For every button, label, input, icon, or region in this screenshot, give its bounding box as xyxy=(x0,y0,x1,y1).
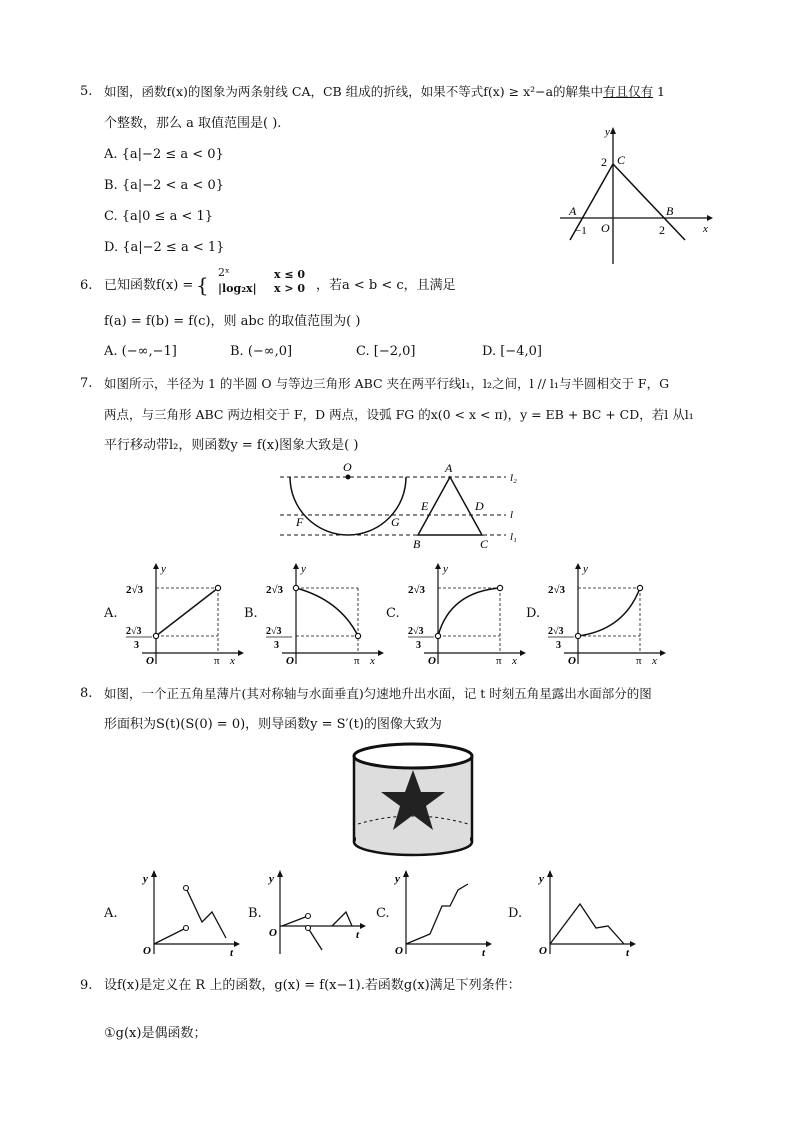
graph-top-label: 2√3 xyxy=(548,584,566,596)
q6-option-b: B. (−∞,0] xyxy=(230,344,293,359)
q5-fig-y: y xyxy=(605,126,610,138)
q8a-seg1 xyxy=(154,928,186,944)
graph-low-den: 3 xyxy=(274,640,279,651)
q7-fig-l: l xyxy=(510,509,514,521)
q7-fig-C: C xyxy=(480,537,489,551)
q7a-open-end xyxy=(215,585,220,590)
graph-y-arrow-icon xyxy=(151,870,157,877)
graph-y-label: y xyxy=(143,873,148,885)
q8-number: 8. xyxy=(80,686,93,701)
graph-origin: O xyxy=(428,655,436,667)
q6-case1-expr: 2ˣ xyxy=(218,266,230,279)
q8-line1: 如图，一个正五角星薄片(其对称轴与水面垂直)匀速地升出水面，记 t 时刻五角星露出水面部分的图 xyxy=(104,686,652,701)
q8-option-d: D. xyxy=(508,906,523,921)
q6-case2-expr: |log₂x| xyxy=(218,282,257,295)
q7-graph-d xyxy=(544,560,668,670)
q7-fig-D: D xyxy=(475,499,484,513)
q5-line1-c: 1 xyxy=(653,84,666,99)
q6-option-d: D. [−4,0] xyxy=(482,344,542,359)
q7-center-O-dot xyxy=(346,475,351,480)
q7-graph-b xyxy=(262,560,386,670)
q7-graph-c xyxy=(404,560,528,670)
graph-y-arrow-icon xyxy=(403,870,409,877)
q7-line1: 如图所示，半径为 1 的半圆 O 与等边三角形 ABC 夹在两平行线l₁，l₂之间，l // l₁与半圆相交于 F，G xyxy=(104,376,670,391)
graph-y-arrow-icon xyxy=(153,563,159,569)
q8-graph-a xyxy=(140,866,244,956)
q9-number: 9. xyxy=(80,978,93,993)
q6-text2: ，若a < b < c，且满足 xyxy=(316,278,456,293)
q8-graph-b xyxy=(266,866,370,956)
q5-option-a: A. {a|−2 ≤ a < 0} xyxy=(104,147,224,162)
q8-option-c: C. xyxy=(376,906,390,921)
graph-low-den: 3 xyxy=(134,640,139,651)
q7-fig-l1: l₁ xyxy=(510,531,517,543)
q9-line2: ①g(x)是偶函数； xyxy=(104,1026,207,1041)
q5-number: 5. xyxy=(80,84,93,99)
q8d-curve xyxy=(550,904,624,944)
q7-fig-G: G xyxy=(391,515,400,529)
graph-origin: O xyxy=(286,655,294,667)
q8-figure-cylinder xyxy=(350,742,476,858)
graph-y-label: y xyxy=(269,873,274,885)
q5-line1 xyxy=(104,82,665,102)
q7b-curve xyxy=(296,588,358,636)
graph-top-label: 2√3 xyxy=(266,584,284,596)
graph-y-arrow-icon xyxy=(547,870,553,877)
q7-fig-E: E xyxy=(421,499,429,513)
graph-x-label: x xyxy=(230,655,235,667)
graph-low-den: 3 xyxy=(556,640,561,651)
q8-line2: 形面积为S(t)(S(0) = 0)，则导函数y = S′(t)的图像大致为 xyxy=(104,717,442,732)
graph-y-label: y xyxy=(539,873,544,885)
graph-origin: O xyxy=(143,945,151,956)
graph-y-label: y xyxy=(301,563,306,575)
graph-origin: O xyxy=(395,945,403,956)
q8a-open-2 xyxy=(184,886,189,891)
graph-low-den: 3 xyxy=(416,640,421,651)
graph-y-label: y xyxy=(395,873,400,885)
q5-fig-neg1: −1 xyxy=(575,225,587,237)
q5-x-arrow-icon xyxy=(707,215,713,221)
q7-option-a: A. xyxy=(104,606,118,621)
q5-option-c: C. {a|0 ≤ a < 1} xyxy=(104,209,214,224)
q7b-open-end xyxy=(355,633,360,638)
q7d-open-start xyxy=(575,633,580,638)
graph-x-arrow-icon xyxy=(378,650,384,656)
q5-line2: 个整数，那么 a 取值范围是( ). xyxy=(104,116,282,131)
q7-fig-O: O xyxy=(343,460,352,474)
q6-number: 6. xyxy=(80,278,93,293)
q5-fig-O: O xyxy=(601,221,610,235)
graph-x-label: x xyxy=(652,655,657,667)
q7c-open-start xyxy=(435,633,440,638)
q5-fig-A: A xyxy=(569,204,577,218)
graph-t-arrow-icon xyxy=(234,941,240,947)
graph-pi-label: π xyxy=(354,655,360,667)
q7d-open-end xyxy=(637,585,642,590)
q8-graph-d xyxy=(536,866,640,956)
q8c-curve xyxy=(406,884,468,944)
graph-pi-label: π xyxy=(496,655,502,667)
graph-t-label: t xyxy=(356,929,360,941)
q5-fig-2y: 2 xyxy=(601,155,607,169)
graph-y-arrow-icon xyxy=(575,563,581,569)
q7-figure xyxy=(276,460,526,552)
q8-cylinder-top xyxy=(354,744,472,768)
graph-top-label: 2√3 xyxy=(126,584,144,596)
graph-y-arrow-icon xyxy=(293,563,299,569)
q8b-open-2 xyxy=(306,926,311,931)
q7-option-b: B. xyxy=(244,606,258,621)
graph-t-label: t xyxy=(482,947,486,956)
graph-t-arrow-icon xyxy=(486,941,492,947)
q8-option-b: B. xyxy=(248,906,262,921)
q5-option-d: D. {a|−2 ≤ a < 1} xyxy=(104,240,225,255)
graph-origin: O xyxy=(568,655,576,667)
graph-y-label: y xyxy=(583,563,588,575)
q5-fig-B: B xyxy=(666,204,674,218)
q6-text1: 已知函数f(x) = xyxy=(104,278,194,293)
q5-fig-x: x xyxy=(703,223,708,235)
q7-option-c: C. xyxy=(386,606,400,621)
graph-pi-label: π xyxy=(214,655,220,667)
q8a-seg2 xyxy=(186,888,226,938)
graph-top-label: 2√3 xyxy=(408,584,426,596)
q7a-curve xyxy=(156,588,218,636)
graph-origin: O xyxy=(539,945,547,956)
q8-option-a: A. xyxy=(104,906,118,921)
q6-brace: { xyxy=(196,273,209,297)
graph-x-arrow-icon xyxy=(520,650,526,656)
q7-number: 7. xyxy=(80,376,93,391)
q7-graph-a xyxy=(122,560,246,670)
q5-y-arrow-icon xyxy=(610,127,616,134)
graph-low-num: 2√3 xyxy=(408,626,424,637)
graph-t-arrow-icon xyxy=(630,941,636,947)
q7-line3: 平行移动带l₂，则函数y = f(x)图象大致是( ) xyxy=(104,438,359,453)
q9-line1: 设f(x)是定义在 R 上的函数，g(x) = f(x−1).若函数g(x)满足下列条件： xyxy=(104,978,521,993)
graph-x-label: x xyxy=(370,655,375,667)
q6-option-c: C. [−2,0] xyxy=(356,344,416,359)
graph-low-num: 2√3 xyxy=(266,626,282,637)
q7-line2: 两点，与三角形 ABC 两边相交于 F，D 两点，设弧 FG 的x(0 < x < π)，y = EB + BC + CD，若l 从l₁ xyxy=(104,407,694,422)
q7a-open-start xyxy=(153,633,158,638)
graph-x-arrow-icon xyxy=(660,650,666,656)
graph-origin: O xyxy=(269,927,277,939)
q5-fig-2x: 2 xyxy=(659,223,665,237)
graph-x-label: x xyxy=(512,655,517,667)
q5-option-b: B. {a|−2 < a < 0} xyxy=(104,178,224,193)
graph-low-num: 2√3 xyxy=(548,626,564,637)
q7b-open-start xyxy=(293,585,298,590)
q7c-curve xyxy=(438,588,500,636)
q5-line1-a: 如图，函数f(x)的图象为两条射线 CA，CB 组成的折线，如果不等式f(x) ≥ x²−a的解集中 xyxy=(104,84,604,99)
q7c-open-end xyxy=(497,585,502,590)
q6-line2: f(a) = f(b) = f(c)，则 abc 的取值范围为( ) xyxy=(104,314,361,329)
q6-option-a: A. (−∞,−1] xyxy=(104,344,177,359)
q5-line1-underlined: 有且仅有 xyxy=(603,84,654,99)
q7d-curve xyxy=(578,588,640,636)
q8-graph-c xyxy=(392,866,496,956)
q7-semicircle xyxy=(290,477,406,535)
graph-y-arrow-icon xyxy=(435,563,441,569)
q8a-open-1 xyxy=(184,926,189,931)
q7-fig-F: F xyxy=(296,515,304,529)
graph-x-arrow-icon xyxy=(238,650,244,656)
q7-option-d: D. xyxy=(526,606,541,621)
q8b-open-1 xyxy=(306,914,311,919)
graph-low-num: 2√3 xyxy=(126,626,142,637)
graph-origin: O xyxy=(146,655,154,667)
q8b-seg2 xyxy=(308,928,322,950)
graph-y-label: y xyxy=(161,563,166,575)
q7-fig-l2: l₂ xyxy=(510,472,517,484)
q8b-seg1 xyxy=(282,916,308,926)
q5-ray-CB xyxy=(613,164,685,240)
q5-fig-C: C xyxy=(617,153,626,167)
q6-case1-cond: x ≤ 0 xyxy=(274,268,306,281)
q5-figure xyxy=(555,122,715,267)
q7-fig-A: A xyxy=(445,461,453,475)
q8b-seg3 xyxy=(332,912,352,926)
q6-case2-cond: x > 0 xyxy=(274,282,306,295)
q7-fig-B: B xyxy=(413,537,421,551)
graph-t-arrow-icon xyxy=(360,923,366,929)
graph-t-label: t xyxy=(230,947,234,956)
graph-y-label: y xyxy=(443,563,448,575)
graph-t-label: t xyxy=(626,947,630,956)
graph-pi-label: π xyxy=(636,655,642,667)
graph-y-arrow-icon xyxy=(277,870,283,877)
